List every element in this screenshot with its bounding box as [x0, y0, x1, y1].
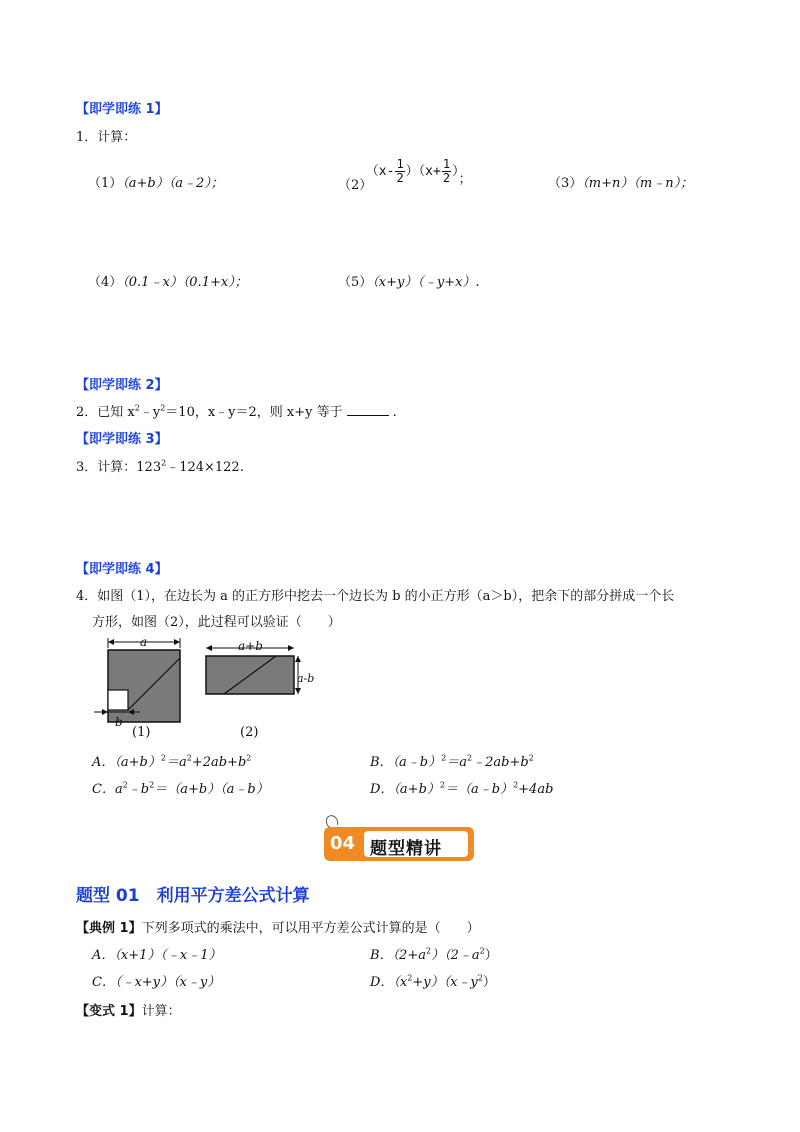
figure-2-label-top: a+b — [238, 639, 263, 653]
question-3-stem: 3．计算：$123^2﹣124\times 122$. — [76, 458, 244, 475]
variant-1-stem: 【变式 1】计算： — [76, 1004, 181, 1019]
figure-2-label-side: a-b — [297, 672, 315, 685]
figure-1-caption: (1) — [132, 725, 151, 740]
q4-option-b[interactable]: B．$(a﹣b)^2=a^2﹣2ab+b^2$ — [370, 753, 534, 770]
figure-1-label-b: b — [115, 715, 123, 729]
figure-1-label-a: a — [140, 636, 148, 649]
q1-item-2: （2）（x- $\frac{1}{2}$ ）（x+ $\frac{1}{2}$ ）； — [338, 157, 472, 193]
practice-2-heading: 【即学即练 2】 — [76, 378, 168, 393]
practice-3-heading: 【即学即练 3】 — [76, 432, 168, 447]
banner-title: 题型精讲 — [370, 839, 442, 859]
question-1-stem: 1．计算： — [76, 130, 137, 145]
figure-1-square — [94, 638, 180, 722]
q1-item-3: （3）（m+n）（m﹣n）； — [548, 176, 694, 191]
q4-option-d[interactable]: D．$(a+b)^2=(a﹣b)^2+4ab$ — [370, 780, 554, 797]
example-option-a[interactable]: A．（x+1）（﹣x﹣1） — [92, 948, 222, 963]
answer-blank[interactable] — [347, 403, 389, 416]
example-1-stem: 【典例 1】下列多项式的乘法中，可以用平方差公式计算的是（ ） — [76, 921, 480, 936]
type-01-title: 题型 01 利用平方差公式计算 — [76, 886, 310, 906]
practice-1-heading: 【即学即练 1】 — [76, 102, 168, 117]
figure-2-caption: (2) — [240, 725, 259, 740]
example-option-c[interactable]: C．（﹣x+y）（x﹣y） — [92, 975, 221, 990]
q1-item-1: （1）（a+b）（a﹣2）； — [88, 176, 224, 191]
square-figures — [90, 636, 330, 746]
q4-option-c[interactable]: C．$a^2﹣b^2=(a+b)(a﹣b)$ — [92, 780, 269, 797]
question-4-stem-line2: 方形，如图（2），此过程可以验证（ ） — [92, 615, 341, 630]
q1-item-4: （4）（0.1﹣x）（0.1+x）； — [88, 275, 248, 290]
section-banner — [324, 823, 476, 863]
question-2-stem: 2．已知 $x^2﹣y^2=10$，x﹣y＝2，则 x+y 等于 . — [76, 403, 397, 420]
example-option-b[interactable]: B．$(2+a^2)(2﹣a^2)$ — [370, 946, 498, 963]
banner-number: 04 — [330, 833, 356, 854]
practice-4-heading: 【即学即练 4】 — [76, 562, 168, 577]
example-option-d[interactable]: D．$(x^2+y)(x﹣y^2)$ — [370, 973, 496, 990]
q4-option-a[interactable]: A．$(a+b)^2=a^2+2ab+b^2$ — [92, 753, 252, 770]
q1-item-5: （5）（x+y）（﹣y+x）. — [338, 275, 480, 290]
question-4-stem-line1: 4．如图（1），在边长为 a 的正方形中挖去一个边长为 b 的小正方形（a＞b），把余下的部分拼成一个长 — [76, 589, 675, 604]
